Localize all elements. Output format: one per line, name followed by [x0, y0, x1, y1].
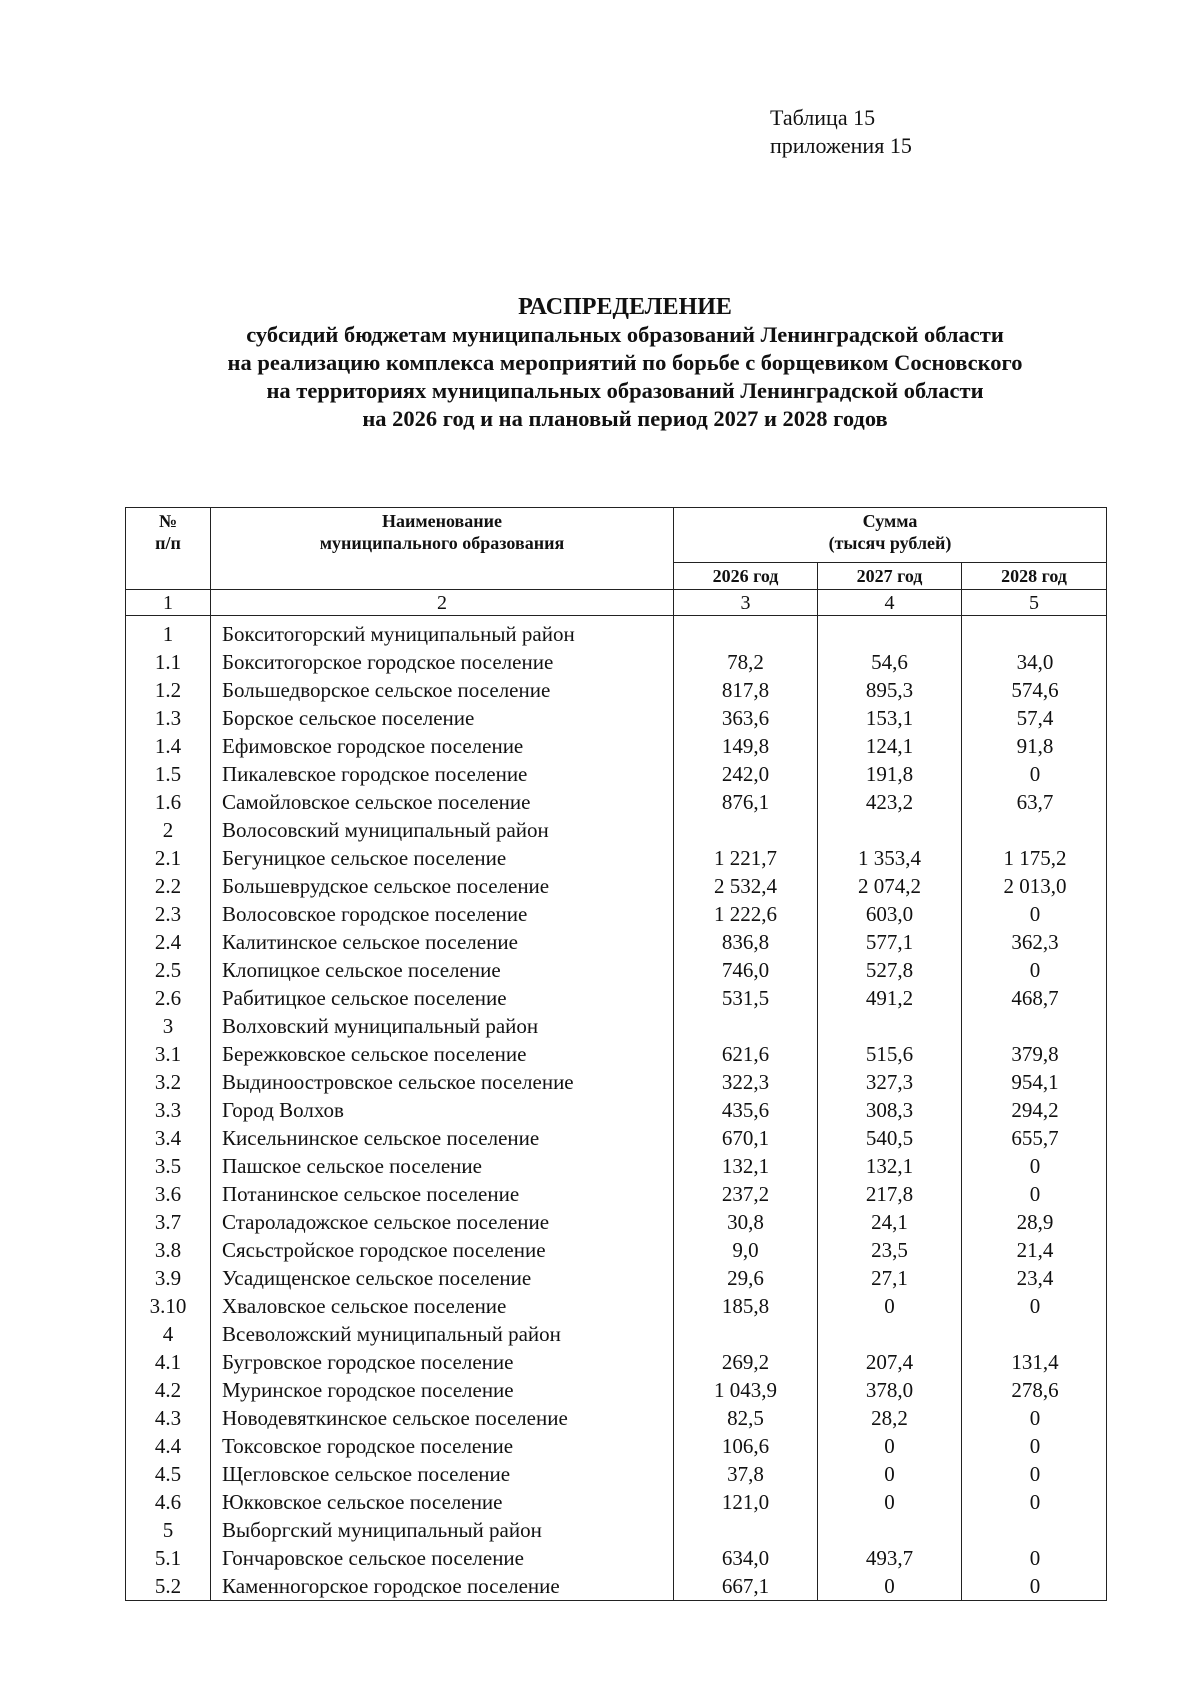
- row-name: Волосовское городское поселение: [211, 900, 674, 928]
- row-number: 4.1: [126, 1348, 211, 1376]
- row-value-2027: 0: [818, 1488, 962, 1516]
- row-value-2026: 634,0: [674, 1544, 818, 1572]
- table-header: [126, 508, 1107, 616]
- row-number: 5: [126, 1516, 211, 1544]
- row-value-2027: 124,1: [818, 732, 962, 760]
- table-number: Таблица 15: [770, 105, 876, 130]
- row-number: 1.1: [126, 648, 211, 676]
- appendix-number: приложения 15: [770, 133, 912, 158]
- row-value-2028: 278,6: [962, 1376, 1107, 1404]
- row-name: Каменногорское городское поселение: [211, 1572, 674, 1601]
- row-value-2027: 153,1: [818, 704, 962, 732]
- table-row: [126, 732, 1107, 760]
- row-value-2026: 531,5: [674, 984, 818, 1012]
- table-row: [126, 1096, 1107, 1124]
- row-value-2026: [674, 1516, 818, 1544]
- row-number: 3: [126, 1012, 211, 1040]
- row-value-2028: 34,0: [962, 648, 1107, 676]
- row-value-2027: [818, 616, 962, 649]
- table-row: [126, 648, 1107, 676]
- row-value-2027: 527,8: [818, 956, 962, 984]
- row-value-2026: [674, 1012, 818, 1040]
- row-name: Юкковское сельское поселение: [211, 1488, 674, 1516]
- row-name: Усадищенское сельское поселение: [211, 1264, 674, 1292]
- table-row: [126, 1152, 1107, 1180]
- row-value-2027: 132,1: [818, 1152, 962, 1180]
- row-number: 5.2: [126, 1572, 211, 1601]
- row-value-2028: 57,4: [962, 704, 1107, 732]
- row-value-2026: 30,8: [674, 1208, 818, 1236]
- row-value-2027: 0: [818, 1460, 962, 1488]
- row-value-2028: 0: [962, 900, 1107, 928]
- row-value-2026: 37,8: [674, 1460, 818, 1488]
- row-value-2027: [818, 816, 962, 844]
- row-name: Хваловское сельское поселение: [211, 1292, 674, 1320]
- table-row: [126, 616, 1107, 649]
- title-line-2: на реализацию комплекса мероприятий по борьбе с борщевиком Сосновского: [227, 350, 1023, 375]
- row-number: 4.2: [126, 1376, 211, 1404]
- row-value-2028: 2 013,0: [962, 872, 1107, 900]
- row-name: Бережковское сельское поселение: [211, 1040, 674, 1068]
- row-value-2027: 603,0: [818, 900, 962, 928]
- header-sum-line-2: (тысяч рублей): [828, 533, 952, 553]
- row-value-2027: 1 353,4: [818, 844, 962, 872]
- row-number: 4.6: [126, 1488, 211, 1516]
- row-number: 3.2: [126, 1068, 211, 1096]
- index-cell: 4: [818, 590, 962, 616]
- row-value-2027: 54,6: [818, 648, 962, 676]
- table-row: [126, 984, 1107, 1012]
- row-number: 2: [126, 816, 211, 844]
- row-number: 2.4: [126, 928, 211, 956]
- row-name: Гончаровское сельское поселение: [211, 1544, 674, 1572]
- title-line-1: субсидий бюджетам муниципальных образований Ленинградской области: [246, 322, 1004, 347]
- row-value-2026: [674, 816, 818, 844]
- row-number: 1.4: [126, 732, 211, 760]
- row-number: 4: [126, 1320, 211, 1348]
- table-row: [126, 1124, 1107, 1152]
- row-value-2028: 0: [962, 1432, 1107, 1460]
- row-number: 3.6: [126, 1180, 211, 1208]
- title-line-4: на 2026 год и на плановый период 2027 и 2028 годов: [362, 406, 888, 431]
- row-name: Бокситогорское городское поселение: [211, 648, 674, 676]
- row-value-2026: 121,0: [674, 1488, 818, 1516]
- row-name: Пашское сельское поселение: [211, 1152, 674, 1180]
- row-value-2028: 0: [962, 1460, 1107, 1488]
- row-number: 4.4: [126, 1432, 211, 1460]
- row-value-2028: 0: [962, 1544, 1107, 1572]
- table-row: [126, 704, 1107, 732]
- row-name: Борское сельское поселение: [211, 704, 674, 732]
- row-name: Кисельнинское сельское поселение: [211, 1124, 674, 1152]
- row-number: 4.5: [126, 1460, 211, 1488]
- row-value-2026: 269,2: [674, 1348, 818, 1376]
- row-value-2026: 149,8: [674, 732, 818, 760]
- row-number: 3.3: [126, 1096, 211, 1124]
- row-number: 1.2: [126, 676, 211, 704]
- table-row: [126, 1180, 1107, 1208]
- row-name: Щегловское сельское поселение: [211, 1460, 674, 1488]
- row-value-2028: [962, 1320, 1107, 1348]
- row-number: 4.3: [126, 1404, 211, 1432]
- table-row: [126, 1068, 1107, 1096]
- row-value-2026: 670,1: [674, 1124, 818, 1152]
- row-value-2027: 27,1: [818, 1264, 962, 1292]
- row-number: 1.3: [126, 704, 211, 732]
- row-name: Калитинское сельское поселение: [211, 928, 674, 956]
- row-value-2028: 294,2: [962, 1096, 1107, 1124]
- row-name: Староладожское сельское поселение: [211, 1208, 674, 1236]
- table-row: [126, 1348, 1107, 1376]
- row-value-2028: 954,1: [962, 1068, 1107, 1096]
- row-value-2026: [674, 1320, 818, 1348]
- table-row: [126, 676, 1107, 704]
- header-name: [211, 508, 674, 590]
- row-value-2028: 0: [962, 1488, 1107, 1516]
- row-value-2028: 63,7: [962, 788, 1107, 816]
- row-name: Бугровское городское поселение: [211, 1348, 674, 1376]
- row-value-2028: 0: [962, 1180, 1107, 1208]
- row-value-2028: 379,8: [962, 1040, 1107, 1068]
- row-value-2027: 207,4: [818, 1348, 962, 1376]
- row-value-2027: 515,6: [818, 1040, 962, 1068]
- row-name: Новодевяткинское сельское поселение: [211, 1404, 674, 1432]
- row-value-2027: 191,8: [818, 760, 962, 788]
- row-value-2028: 0: [962, 1292, 1107, 1320]
- row-number: 3.5: [126, 1152, 211, 1180]
- table-row: [126, 1432, 1107, 1460]
- row-name: Волховский муниципальный район: [211, 1012, 674, 1040]
- row-value-2028: [962, 1012, 1107, 1040]
- row-value-2027: 493,7: [818, 1544, 962, 1572]
- table-row: [126, 956, 1107, 984]
- row-value-2027: 0: [818, 1292, 962, 1320]
- row-number: 2.5: [126, 956, 211, 984]
- row-number: 3.10: [126, 1292, 211, 1320]
- table-row: [126, 1208, 1107, 1236]
- table-row: [126, 1460, 1107, 1488]
- row-number: 5.1: [126, 1544, 211, 1572]
- row-value-2026: 435,6: [674, 1096, 818, 1124]
- row-name: Рабитицкое сельское поселение: [211, 984, 674, 1012]
- table-row: [126, 1488, 1107, 1516]
- table-row: [126, 1320, 1107, 1348]
- row-value-2027: 308,3: [818, 1096, 962, 1124]
- row-value-2027: 491,2: [818, 984, 962, 1012]
- table-row: [126, 1376, 1107, 1404]
- index-cell: 3: [674, 590, 818, 616]
- row-value-2027: 540,5: [818, 1124, 962, 1152]
- row-value-2028: [962, 1516, 1107, 1544]
- header-number-line-1: №: [158, 511, 178, 531]
- table-row: [126, 1012, 1107, 1040]
- row-number: 3.1: [126, 1040, 211, 1068]
- row-value-2026: 1 043,9: [674, 1376, 818, 1404]
- row-name: Самойловское сельское поселение: [211, 788, 674, 816]
- row-value-2028: 131,4: [962, 1348, 1107, 1376]
- subsidy-table: [125, 507, 1107, 1601]
- row-value-2027: 423,2: [818, 788, 962, 816]
- header-sum-line-1: Сумма: [862, 511, 918, 531]
- row-value-2026: 667,1: [674, 1572, 818, 1601]
- table-row: [126, 900, 1107, 928]
- row-value-2026: [674, 616, 818, 649]
- row-value-2026: 2 532,4: [674, 872, 818, 900]
- row-number: 1.5: [126, 760, 211, 788]
- row-number: 2.6: [126, 984, 211, 1012]
- table-row: [126, 1516, 1107, 1544]
- row-name: Сясьстройское городское поселение: [211, 1236, 674, 1264]
- row-value-2026: 106,6: [674, 1432, 818, 1460]
- table-row: [126, 1040, 1107, 1068]
- row-name: Выборгский муниципальный район: [211, 1516, 674, 1544]
- header-name-line-1: Наименование: [382, 511, 502, 531]
- header-year-2026: 2026 год: [674, 563, 818, 590]
- table-row: [126, 1404, 1107, 1432]
- row-number: 3.9: [126, 1264, 211, 1292]
- table-row: [126, 1544, 1107, 1572]
- row-value-2027: [818, 1320, 962, 1348]
- row-value-2028: 1 175,2: [962, 844, 1107, 872]
- table-row: [126, 816, 1107, 844]
- row-name: Большедворское сельское поселение: [211, 676, 674, 704]
- row-name: Город Волхов: [211, 1096, 674, 1124]
- row-value-2026: 322,3: [674, 1068, 818, 1096]
- row-value-2028: [962, 816, 1107, 844]
- row-value-2028: 0: [962, 956, 1107, 984]
- row-value-2026: 746,0: [674, 956, 818, 984]
- table-row: [126, 1572, 1107, 1601]
- row-value-2026: 237,2: [674, 1180, 818, 1208]
- row-number: 2.3: [126, 900, 211, 928]
- row-value-2027: 327,3: [818, 1068, 962, 1096]
- row-value-2028: 91,8: [962, 732, 1107, 760]
- table-body: [126, 616, 1107, 1601]
- row-value-2026: 1 222,6: [674, 900, 818, 928]
- row-value-2026: 621,6: [674, 1040, 818, 1068]
- row-value-2027: 577,1: [818, 928, 962, 956]
- header-number-line-2: п/п: [155, 533, 181, 553]
- index-cell: 2: [211, 590, 674, 616]
- row-number: 1.6: [126, 788, 211, 816]
- row-value-2027: 895,3: [818, 676, 962, 704]
- row-value-2027: [818, 1012, 962, 1040]
- table-row: [126, 1292, 1107, 1320]
- header-year-2028: 2028 год: [962, 563, 1107, 590]
- row-value-2028: 0: [962, 1404, 1107, 1432]
- row-name: Всеволожский муниципальный район: [211, 1320, 674, 1348]
- header-year-2027: 2027 год: [818, 563, 962, 590]
- row-number: 3.4: [126, 1124, 211, 1152]
- row-value-2028: 28,9: [962, 1208, 1107, 1236]
- row-name: Выдиноостровское сельское поселение: [211, 1068, 674, 1096]
- table-row: [126, 788, 1107, 816]
- row-value-2027: 28,2: [818, 1404, 962, 1432]
- row-value-2027: 0: [818, 1432, 962, 1460]
- index-cell: 1: [126, 590, 211, 616]
- row-value-2028: 21,4: [962, 1236, 1107, 1264]
- row-value-2028: 574,6: [962, 676, 1107, 704]
- title-heading: РАСПРЕДЕЛЕНИЕ: [518, 294, 732, 320]
- table-row: [126, 872, 1107, 900]
- row-value-2026: 836,8: [674, 928, 818, 956]
- row-value-2026: 9,0: [674, 1236, 818, 1264]
- row-value-2028: 0: [962, 1572, 1107, 1601]
- row-value-2027: 24,1: [818, 1208, 962, 1236]
- row-name: Клопицкое сельское поселение: [211, 956, 674, 984]
- row-name: Бегуницкое сельское поселение: [211, 844, 674, 872]
- table-row: [126, 760, 1107, 788]
- row-name: Токсовское городское поселение: [211, 1432, 674, 1460]
- row-value-2026: 363,6: [674, 704, 818, 732]
- row-value-2026: 817,8: [674, 676, 818, 704]
- row-number: 2.2: [126, 872, 211, 900]
- row-value-2027: 0: [818, 1572, 962, 1601]
- row-value-2028: [962, 616, 1107, 649]
- table-reference: [770, 104, 912, 160]
- row-value-2026: 242,0: [674, 760, 818, 788]
- table-row: [126, 928, 1107, 956]
- row-name: Ефимовское городское поселение: [211, 732, 674, 760]
- row-name: Большеврудское сельское поселение: [211, 872, 674, 900]
- row-value-2027: 23,5: [818, 1236, 962, 1264]
- row-value-2028: 23,4: [962, 1264, 1107, 1292]
- table-row: [126, 1264, 1107, 1292]
- row-value-2026: 1 221,7: [674, 844, 818, 872]
- index-cell: 5: [962, 590, 1107, 616]
- table-row: [126, 844, 1107, 872]
- header-sum: [674, 508, 1107, 563]
- row-value-2026: 29,6: [674, 1264, 818, 1292]
- title-line-3: на территориях муниципальных образований Ленинградской области: [266, 378, 984, 403]
- row-value-2028: 0: [962, 1152, 1107, 1180]
- row-number: 3.7: [126, 1208, 211, 1236]
- row-value-2027: 378,0: [818, 1376, 962, 1404]
- row-value-2027: 217,8: [818, 1180, 962, 1208]
- row-name: Потанинское сельское поселение: [211, 1180, 674, 1208]
- row-value-2026: 82,5: [674, 1404, 818, 1432]
- row-value-2027: [818, 1516, 962, 1544]
- row-name: Бокситогорский муниципальный район: [211, 616, 674, 649]
- row-name: Муринское городское поселение: [211, 1376, 674, 1404]
- row-value-2026: 78,2: [674, 648, 818, 676]
- document-title: [0, 293, 1200, 433]
- header-name-line-2: муниципального образования: [319, 533, 565, 553]
- row-number: 3.8: [126, 1236, 211, 1264]
- row-value-2027: 2 074,2: [818, 872, 962, 900]
- header-number: [126, 508, 211, 590]
- row-name: Пикалевское городское поселение: [211, 760, 674, 788]
- row-name: Волосовский муниципальный район: [211, 816, 674, 844]
- row-number: 2.1: [126, 844, 211, 872]
- row-number: 1: [126, 616, 211, 649]
- row-value-2028: 362,3: [962, 928, 1107, 956]
- row-value-2026: 185,8: [674, 1292, 818, 1320]
- row-value-2026: 132,1: [674, 1152, 818, 1180]
- row-value-2026: 876,1: [674, 788, 818, 816]
- row-value-2028: 468,7: [962, 984, 1107, 1012]
- table-row: [126, 1236, 1107, 1264]
- row-value-2028: 655,7: [962, 1124, 1107, 1152]
- row-value-2028: 0: [962, 760, 1107, 788]
